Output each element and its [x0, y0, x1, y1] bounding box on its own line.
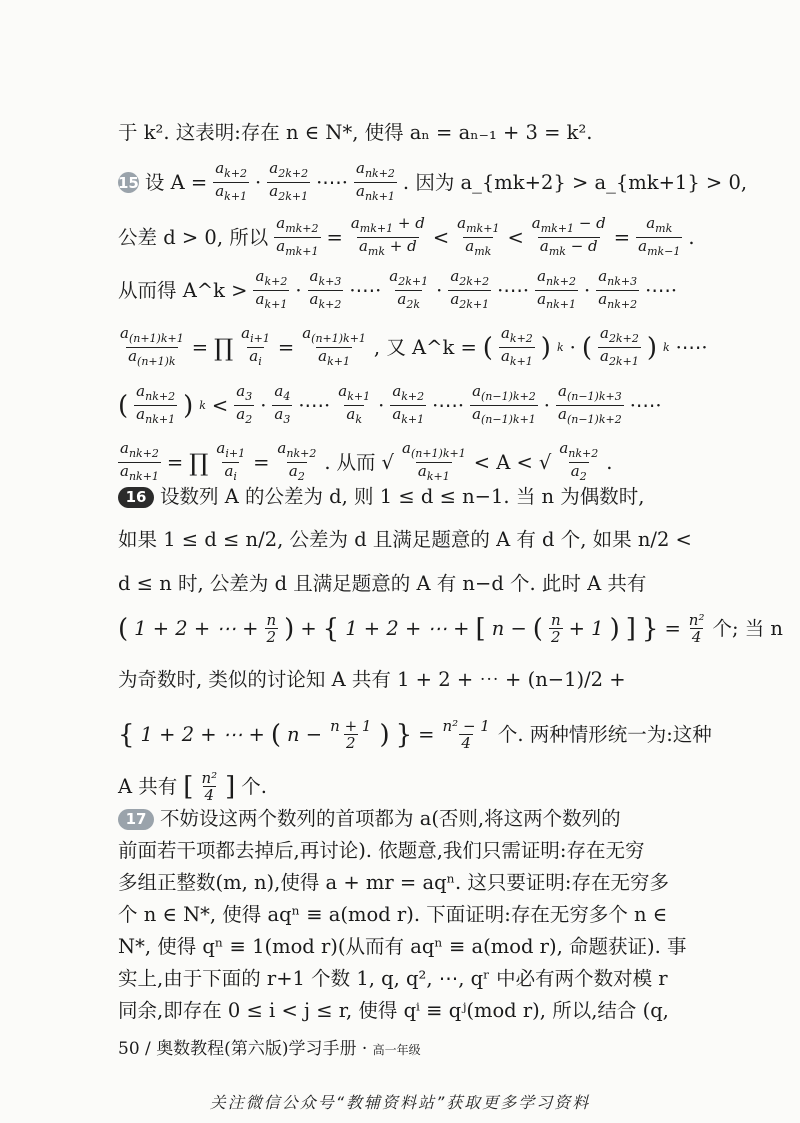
- fraction: $\frac{a_{(n-1)k+2}}{a_{(n-1)k+1}}$: [472, 382, 536, 426]
- fraction: $\frac{n}{2}$: [266, 611, 277, 646]
- text-line-content: 于 k². 这表明:存在 n ∈ N*, 使得 aₙ = aₙ₋₁ + 3 = k².: [118, 121, 593, 144]
- fraction: $\frac{\text{n²}}{4}$: [688, 611, 705, 646]
- text-line: [118, 932, 698, 962]
- text-line: ( 1 + 2 + ⋯ + $\frac{n}{2}$ ) + { 1 + 2 + ⋯ + [ n − ( $\frac{n}{2}$ + 1 ) ] } = $\frac{\text{n²}}{4}$ 个; 当 n: [118, 611, 783, 646]
- text-line: [118, 665, 698, 695]
- fraction: $\frac{a_{2k+2}}{a_{2k+1}}$: [269, 159, 309, 203]
- fraction: $\frac{n + 1}{2}$: [330, 717, 372, 752]
- text-line-content: 多组正整数(m, n),使得 a + mr = aqⁿ. 这只要证明:存在无穷多: [118, 871, 669, 894]
- text-line: [118, 569, 698, 599]
- fraction: $\frac{a_{2k+1}}{a_{2k}}$: [389, 267, 429, 311]
- text-line-content: 不妨设这两个数列的首项都为 a(否则,将这两个数列的: [160, 807, 621, 830]
- text-line: { 1 + 2 + ⋯ + ( n − $\frac{n + 1}{2}$ ) } = $\frac{\text{n² − 1}}{4}$ 个. 两种情形统一为:这种: [118, 717, 712, 752]
- text-line-content: 设数列 A 的公差为 d, 则 1 ≤ d ≤ n−1. 当 n 为偶数时,: [160, 485, 645, 508]
- text-line-content: 为奇数时, 类似的讨论知 A 共有 1 + 2 + ⋯ + (n−1)/2 +: [118, 668, 626, 691]
- fraction: $\frac{a_{(n+1)k+1}}{a_{(n+1)k}}$: [120, 324, 184, 368]
- fraction: $\frac{a_{nk+3}}{a_{nk+2}}$: [598, 267, 638, 311]
- fraction: $\frac{a_{mk+1}}{a_{mk}}$: [457, 214, 500, 258]
- text-line-content: 设 A =: [144, 170, 208, 194]
- text-line-content: 个 n ∈ N*, 使得 aqⁿ ≡ a(mod r). 下面证明:存在无穷多个 n ∈: [118, 903, 668, 926]
- text-line: [118, 804, 698, 834]
- fraction: $\frac{a_{i+1}}{a_i}$: [241, 324, 270, 368]
- footer-dot: ·: [361, 1039, 368, 1059]
- fraction: $\frac{a_{k+2}}{a_{k+1}}$: [392, 382, 425, 426]
- fraction: $\frac{a_{2k+2}}{a_{2k+1}}$: [599, 324, 639, 368]
- fraction: $\frac{a_{i+1}}{a_i}$: [216, 439, 246, 483]
- text-line-content: 从而: [336, 450, 376, 474]
- fraction: $\frac{a_{mk+1} - d}{a_{mk} - d}$: [531, 214, 606, 258]
- fraction: $\frac{a_{(n+1)k+1}}{a_{k+1}}$: [302, 324, 366, 368]
- text-line: [118, 868, 698, 898]
- fraction: $\frac{a_3}{a_2}$: [236, 382, 253, 426]
- fraction: $\frac{a_{nk+2}}{a_{nk+1}}$: [537, 267, 576, 311]
- text-line-content: 公差 d > 0, 所以: [118, 225, 269, 249]
- page-footer: [118, 1034, 421, 1059]
- fraction: $\frac{\text{n²}}{4}$: [201, 769, 218, 804]
- fraction: $\frac{a_{(n+1)k+1}}{a_{k+1}}$: [401, 439, 466, 483]
- text-line-content: 个.: [241, 774, 267, 798]
- text-line-content: 个. 两种情形统一为:这种: [497, 722, 712, 746]
- fraction: $\frac{a_{nk+2}}{a_{nk+1}}$: [356, 159, 395, 203]
- text-line: [118, 900, 698, 930]
- text-line: [118, 964, 698, 994]
- text-line: 从而得 A^k > $\frac{a_{k+2}}{a_{k+1}}$ · $\frac{a_{k+3}}{a_{k+2}}$ ·⋯· $\frac{a_{2k+1}}{a_{2k}}$ · $\frac{a_{2k+2}}{a_{2k+1}}$ ·⋯· $\frac{a_{nk+2}}{a_{nk+1}}$ · $\frac{a_{nk+3}}{a_{nk+2}}$ ·⋯·: [118, 267, 678, 311]
- fraction: $\frac{a_{k+1}}{a_k}$: [338, 382, 371, 426]
- text-line-content: 前面若干项都去掉后,再讨论). 依题意,我们只需证明:存在无穷: [118, 839, 645, 862]
- fraction: $\frac{a_{mk+2}}{a_{mk+1}}$: [276, 214, 319, 258]
- fraction: $\frac{a_{k+2}}{a_{k+1}}$: [255, 267, 288, 311]
- fraction: $\frac{a_{nk+2}}{a_2}$: [277, 439, 317, 483]
- text-line-content: 实上,由于下面的 r+1 个数 1, q, q², ⋯, qʳ 中必有两个数对模 r: [118, 967, 668, 990]
- text-line: [118, 525, 698, 555]
- text-line: 公差 d > 0, 所以 $\frac{a_{mk+2}}{a_{mk+1}}$ = $\frac{a_{mk+1} + d}{a_{mk} + d}$ < $\frac{a_{mk+1}}{a_{mk}}$ < $\frac{a_{mk+1} - d}{a_{mk} - d}$ = $\frac{a_{mk}}{a_{mk-1}}$ .: [118, 214, 695, 258]
- problem-number-badge: 16: [118, 487, 154, 508]
- text-line-content: N*, 使得 qⁿ ≡ 1(mod r)(从而有 aqⁿ ≡ a(mod r), 命题获证). 事: [118, 935, 687, 958]
- text-line-content: 如果 1 ≤ d ≤ n/2, 公差为 d 且满足题意的 A 有 d 个, 如果 n/2 <: [118, 528, 692, 551]
- watermark-text: 关注微信公众号“教辅资料站”获取更多学习资料: [209, 1093, 591, 1112]
- fraction: $\frac{a_4}{a_3}$: [274, 382, 291, 426]
- text-line: 15 设 A = $\frac{a_{k+2}}{a_{k+1}}$ · $\frac{a_{2k+2}}{a_{2k+1}}$ ·⋯· $\frac{a_{nk+2}}{a_{nk+1}}$ . 因为 a_{mk+2} > a_{mk+1} > 0,: [118, 159, 748, 203]
- text-line: $\frac{a_{(n+1)k+1}}{a_{(n+1)k}}$ = ∏ $\frac{a_{i+1}}{a_i}$ = $\frac{a_{(n+1)k+1}}{a_{k+1}}$ , 又 A^k = ( $\frac{a_{k+2}}{a_{k+1}}$ ) k · ( $\frac{a_{2k+2}}{a_{2k+1}}$ ) k ·⋯·: [120, 324, 708, 368]
- grade-label: 高一年级: [372, 1043, 421, 1057]
- text-line-content: A 共有: [118, 774, 178, 798]
- fraction: $\frac{a_{2k+2}}{a_{2k+1}}$: [450, 267, 490, 311]
- text-line-content: 从而得 A^k >: [118, 278, 248, 302]
- fraction: $\frac{a_{k+2}}{a_{k+1}}$: [215, 159, 248, 203]
- text-line-content: 同余,即存在 0 ≤ i < j ≤ r, 使得 qⁱ ≡ qʲ(mod r), 所以,结合 (q,: [118, 999, 669, 1022]
- fraction: $\frac{a_{nk+2}}{a_{nk+1}}$: [120, 439, 159, 483]
- text-line: [118, 482, 698, 512]
- problem-number-badge: 15: [118, 173, 139, 192]
- text-line: [118, 996, 698, 1026]
- text-line-content: , 又 A^k =: [373, 335, 477, 359]
- fraction: $\frac{a_{nk+2}}{a_{nk+1}}$: [136, 382, 176, 426]
- problem-number-badge: 17: [118, 809, 154, 830]
- fraction: $\frac{n}{2}$: [550, 611, 561, 646]
- text-line: [118, 118, 698, 148]
- text-line-content: d ≤ n 时, 公差为 d 且满足题意的 A 有 n−d 个. 此时 A 共有: [118, 572, 647, 595]
- book-title: 奥数教程(第六版)学习手册: [156, 1039, 357, 1059]
- fraction: $\frac{a_{nk+2}}{a_2}$: [559, 439, 599, 483]
- text-line: $\frac{a_{nk+2}}{a_{nk+1}}$ = ∏ $\frac{a_{i+1}}{a_i}$ = $\frac{a_{nk+2}}{a_2}$ . 从而 √ $\frac{a_{(n+1)k+1}}{a_{k+1}}$ < A < √ $\frac{a_{nk+2}}{a_2}$ .: [120, 439, 613, 483]
- page-number: 50: [118, 1039, 140, 1059]
- fraction: $\frac{a_{k+3}}{a_{k+2}}$: [309, 267, 342, 311]
- text-line-content: . 因为 a_{mk+2} > a_{mk+1} > 0,: [402, 170, 748, 194]
- fraction: $\frac{\text{n² − 1}}{4}$: [442, 717, 490, 752]
- text-line: ( $\frac{a_{nk+2}}{a_{nk+1}}$ ) k < $\frac{a_3}{a_2}$ · $\frac{a_4}{a_3}$ ·⋯· $\frac{a_{k+1}}{a_k}$ · $\frac{a_{k+2}}{a_{k+1}}$ ·⋯· $\frac{a_{(n-1)k+2}}{a_{(n-1)k+1}}$ · $\frac{a_{(n-1)k+3}}{a_{(n-1)k+2}}$ ·⋯·: [118, 382, 662, 426]
- text-line: A 共有 [ $\frac{\text{n²}}{4}$ ] 个.: [118, 769, 267, 804]
- fraction: $\frac{a_{mk+1} + d}{a_{mk} + d}$: [350, 214, 425, 258]
- text-line: [118, 836, 698, 866]
- fraction: $\frac{a_{k+2}}{a_{k+1}}$: [500, 324, 533, 368]
- footer-separator: /: [145, 1039, 151, 1059]
- text-line-content: 个; 当 n: [712, 616, 783, 640]
- fraction: $\frac{a_{(n-1)k+3}}{a_{(n-1)k+2}}$: [557, 382, 622, 426]
- fraction: $\frac{a_{mk}}{a_{mk-1}}$: [638, 214, 681, 258]
